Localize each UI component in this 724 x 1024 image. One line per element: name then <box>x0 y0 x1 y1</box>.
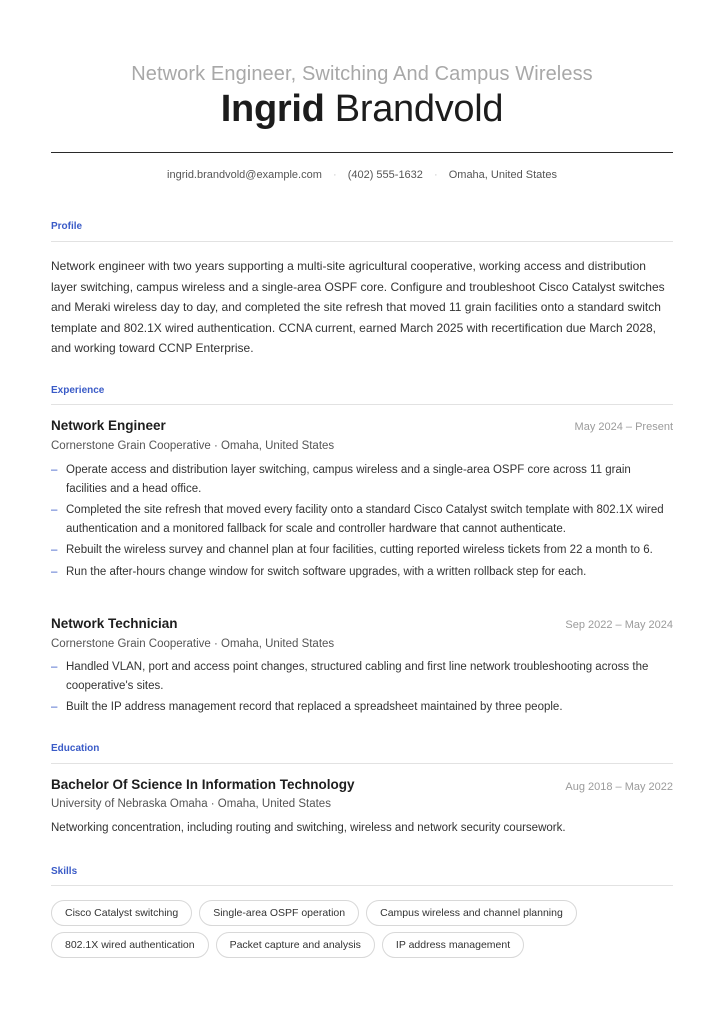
bullet-text: Rebuilt the wireless survey and channel plan at four facilities, cutting reported wireless tickets from 22 a month to 6. <box>66 544 653 556</box>
skill-row <box>51 900 673 926</box>
education-description: Networking concentration, including routing and switching, wireless and network security coursework. <box>51 822 566 834</box>
bullet-dash: – <box>51 544 58 556</box>
list-item <box>51 461 673 498</box>
section-divider <box>51 404 673 405</box>
section-divider <box>51 241 673 242</box>
job-organization: Cornerstone Grain Cooperative · Omaha, United States <box>51 440 335 452</box>
skill-chip: IP address management <box>382 932 524 958</box>
job-bullets <box>51 461 673 584</box>
contact-location: Omaha, United States <box>448 169 557 181</box>
bullet-dash: – <box>51 504 58 516</box>
list-item <box>51 541 673 560</box>
school-name: University of Nebraska Omaha · Omaha, United States <box>51 798 331 810</box>
education-dates: Aug 2018 – May 2022 <box>565 781 673 793</box>
job-bullets <box>51 658 673 720</box>
job-title: Network Technician <box>51 616 178 631</box>
skills-list <box>51 900 673 964</box>
job-dates: May 2024 – Present <box>574 421 673 433</box>
list-item <box>51 658 673 695</box>
headline: Network Engineer, Switching And Campus Wireless <box>131 63 593 85</box>
section-title-experience: Experience <box>51 385 105 396</box>
contact-separator: · <box>332 169 337 181</box>
bullet-text: Run the after-hours change window for switch software upgrades, with a written rollback step for each. <box>66 565 587 578</box>
section-divider <box>51 763 673 764</box>
skill-chip: Single-area OSPF operation <box>199 900 359 926</box>
skill-chip: Campus wireless and channel planning <box>366 900 577 926</box>
profile-summary: Network engineer with two years supporting a multi-site agricultural cooperative, working access and distribution layer switching, campus wireless and a single-area OSPF core. Configure and troubleshoot Cisco Catalyst switches and Meraki wireless day to day, and completed the site refresh that moved 11 grain facilities onto a standard switch template and 802.1X wired authentication. CCNA current, earned March 2025 with recertification due March 2028, and working toward CCNP Enterprise. <box>51 259 665 355</box>
bullet-text: Operate access and distribution layer switching, campus wireless and a single-area OSPF core across 11 grain facilities and a head office. <box>66 464 631 495</box>
contact-line <box>0 169 724 181</box>
contact-phone[interactable]: (402) 555-1632 <box>347 169 423 181</box>
section-title-profile: Profile <box>51 221 83 232</box>
contact-separator: · <box>433 169 438 181</box>
degree-title: Bachelor Of Science In Information Technology <box>51 777 355 792</box>
bullet-dash: – <box>51 661 58 673</box>
list-item <box>51 698 673 717</box>
job-title: Network Engineer <box>51 418 166 433</box>
list-item <box>51 563 673 582</box>
bullet-dash: – <box>51 464 58 476</box>
skill-chip: Packet capture and analysis <box>216 932 375 958</box>
bullet-text: Built the IP address management record that replaced a spreadsheet maintained by three people. <box>66 701 563 713</box>
skill-chip: Cisco Catalyst switching <box>51 900 192 926</box>
bullet-text: Completed the site refresh that moved every facility onto a standard Cisco Catalyst switch template with 802.1X wired authentication and a monitored fallback for scale and controller hardware that cannot authenticate. <box>66 504 664 535</box>
header-divider <box>51 152 673 153</box>
bullet-dash: – <box>51 565 58 578</box>
first-name: Ingrid <box>220 88 325 130</box>
section-title-skills: Skills <box>51 866 78 877</box>
bullet-text: Handled VLAN, port and access point changes, structured cabling and first line network troubleshooting across the cooperative's sites. <box>66 661 649 692</box>
contact-email[interactable]: ingrid.brandvold@example.com <box>167 169 322 181</box>
last-name: Brandvold <box>334 88 504 130</box>
list-item <box>51 501 673 538</box>
bullet-dash: – <box>51 701 58 713</box>
section-title-education: Education <box>51 743 100 754</box>
skill-chip: 802.1X wired authentication <box>51 932 209 958</box>
job-organization: Cornerstone Grain Cooperative · Omaha, United States <box>51 638 335 650</box>
job-dates: Sep 2022 – May 2024 <box>565 619 673 631</box>
section-divider <box>51 885 673 886</box>
candidate-name <box>0 88 724 131</box>
skill-row <box>51 932 673 958</box>
